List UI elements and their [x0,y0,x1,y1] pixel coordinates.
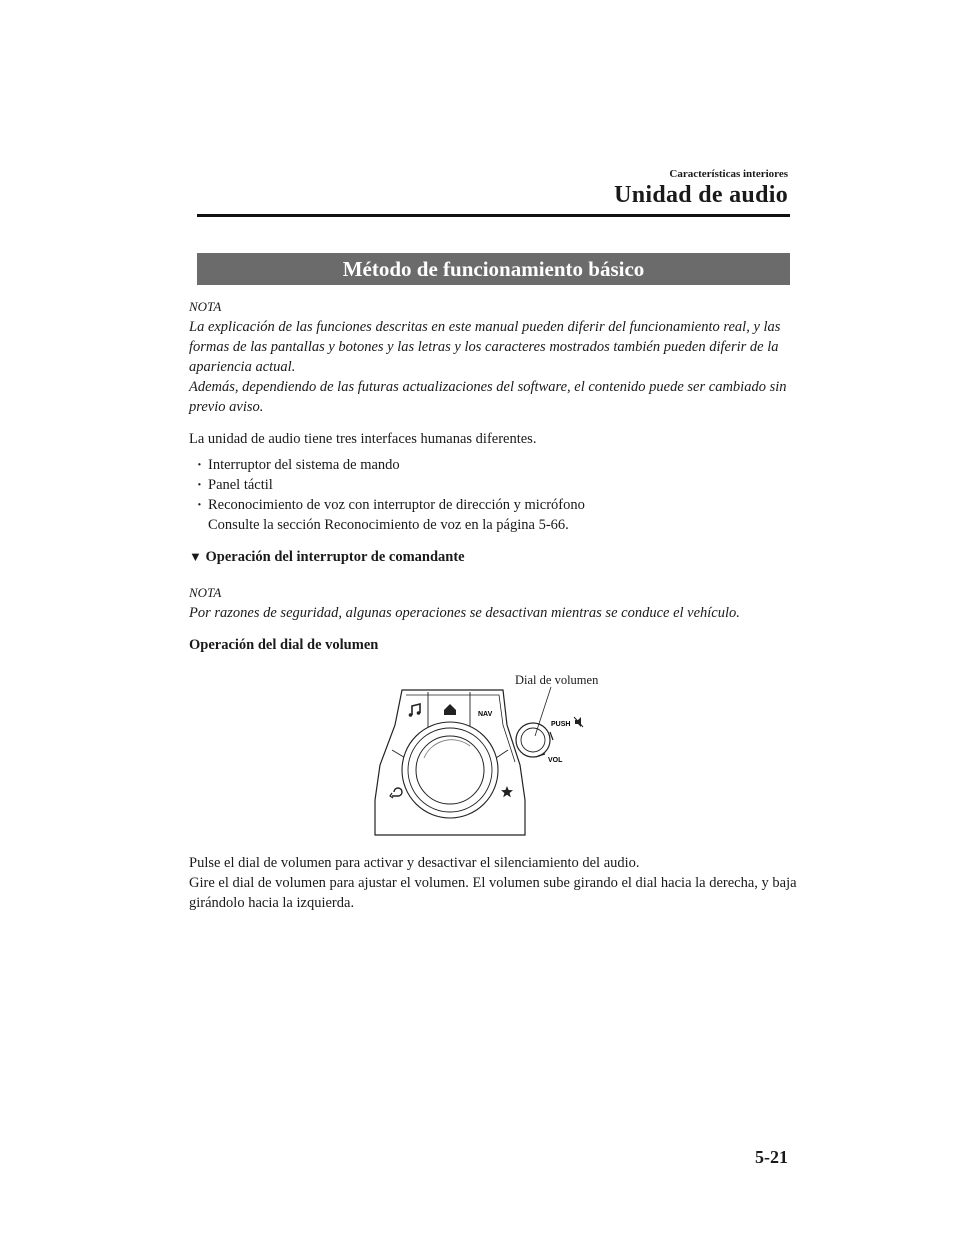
triangle-marker-icon: ▼ [189,549,202,564]
body-text [189,853,799,913]
content [189,297,799,655]
commander-switch-illustration [370,670,610,840]
intro-text: La unidad de audio tiene tres interfaces humanas diferentes. [189,431,537,447]
header-chapter: Unidad de audio [614,182,788,208]
list-item: · Panel táctil [189,475,799,495]
volume-dial-callout: Dial de volumen [515,673,599,687]
body-para1: Pulse el dial de volumen para activar y desactivar el silenciamiento del audio. [189,855,640,871]
nav-label: NAV [478,711,493,718]
note2-text: Por razones de seguridad, algunas operaciones se desactivan mientras se conduce el vehículo. [189,605,740,621]
list-item: · Reconocimiento de voz con interruptor de dirección y micrófono [189,495,799,515]
note1-label: NOTA [189,299,222,314]
vol-label: VOL [548,757,563,764]
list-item: · Interruptor del sistema de mando [189,455,799,475]
subheading [189,547,799,567]
body-para2: Gire el dial de volumen para ajustar el volumen. El volumen sube girando el dial hacia la derecha, y baja girándolo hacia la izquierda. [189,875,797,911]
interface-list [189,455,799,515]
note1-para2: Además, dependiendo de las futuras actualizaciones del software, el contenido puede ser cambiado sin previo aviso. [189,379,787,415]
push-label: PUSH [551,721,571,728]
bullet-subtext: Consulte la sección Reconocimiento de voz en la página 5-66. [208,517,569,533]
dial-heading: Operación del dial de volumen [189,637,379,653]
subheading-text: Operación del interruptor de comandante [205,549,465,565]
header-section: Características interiores [669,168,788,180]
section-banner: Método de funcionamiento básico [197,253,790,285]
page-number: 5-21 [755,1147,788,1167]
commander-switch-figure [370,670,610,840]
header-rule [197,214,790,217]
note2-label: NOTA [189,585,222,600]
note1-para1: La explicación de las funciones descritas en este manual pueden diferir del funcionamiento real, y las formas de las pantallas y botones y las letras y los caracteres mostrados también pueden diferir de la apariencia actual. [189,319,781,375]
mute-icon [574,717,583,727]
